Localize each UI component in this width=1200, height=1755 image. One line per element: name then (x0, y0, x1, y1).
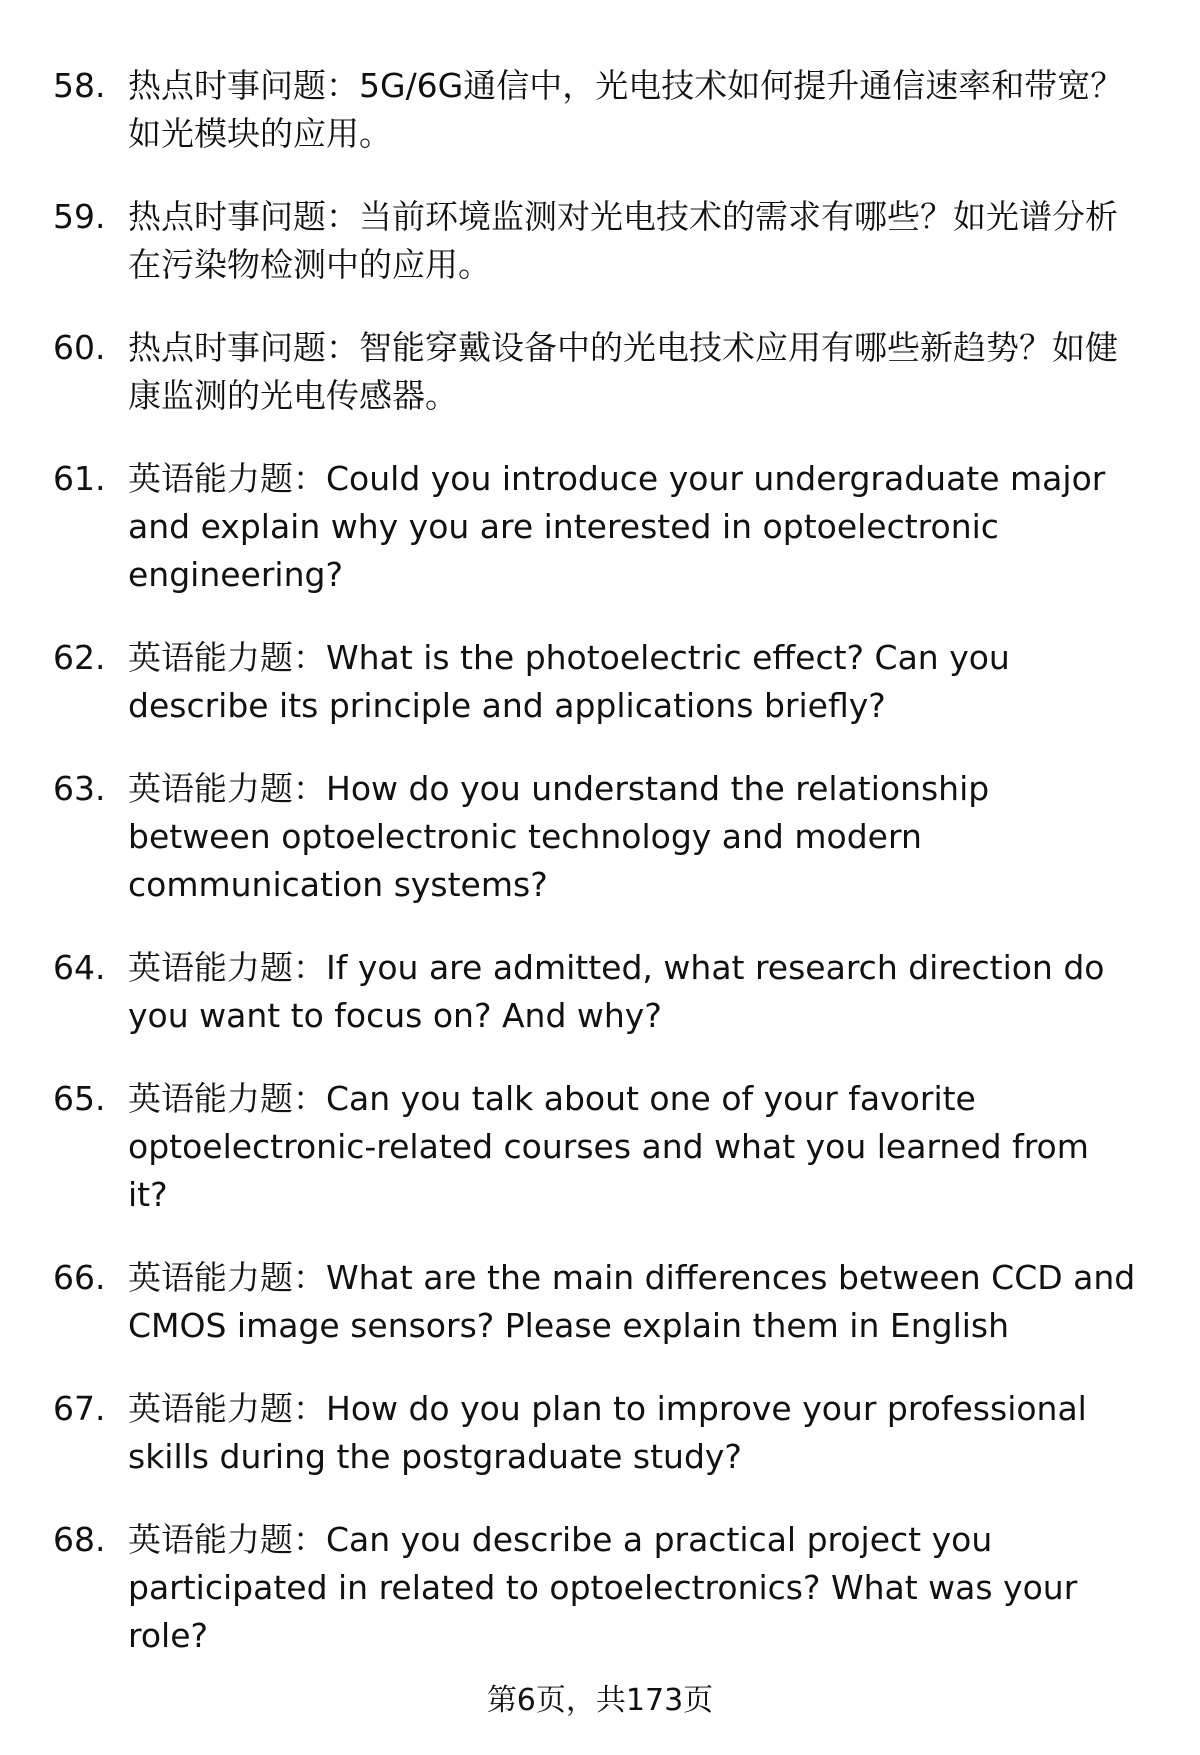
item-number: 62. (53, 638, 106, 677)
list-item (0, 1254, 1200, 1350)
page-footer: 第6页，共173页 (486, 1683, 714, 1718)
item-text: 英语能力题：What are the main differences between CCD and CMOS image sensors? Please explain them in English (128, 1258, 1136, 1345)
item-text: 热点时事问题：当前环境监测对光电技术的需求有哪些？如光谱分析在污染物检测中的应用。 (128, 197, 1118, 284)
list-item (0, 765, 1200, 909)
item-number: 59. (53, 197, 106, 236)
item-text: 英语能力题：How do you plan to improve your professional skills during the postgraduate study? (128, 1389, 1087, 1476)
list-item (0, 193, 1200, 289)
item-text: 英语能力题：If you are admitted, what research direction do you want to focus on? And why? (128, 948, 1105, 1035)
item-text: 英语能力题：Can you talk about one of your favorite optoelectronic-related courses and what you learned from it? (128, 1079, 1089, 1214)
question-list (0, 62, 1200, 1695)
list-item (0, 1075, 1200, 1219)
list-item (0, 324, 1200, 420)
list-item (0, 1516, 1200, 1660)
item-text: 英语能力题：How do you understand the relationship between optoelectronic technology and modern communication systems? (128, 769, 990, 904)
item-number: 68. (53, 1520, 106, 1559)
item-number: 65. (53, 1079, 106, 1118)
list-item (0, 455, 1200, 599)
item-number: 60. (53, 328, 106, 367)
item-text: 英语能力题：Can you describe a practical project you participated in related to optoelectronics? What was your role? (128, 1520, 1078, 1655)
list-item (0, 1385, 1200, 1481)
item-text: 热点时事问题：5G/6G通信中，光电技术如何提升通信速率和带宽？如光模块的应用。 (128, 66, 1124, 153)
item-number: 58. (53, 66, 106, 105)
item-number: 66. (53, 1258, 106, 1297)
list-item (0, 634, 1200, 730)
item-text: 英语能力题：What is the photoelectric effect? Can you describe its principle and applications briefly? (128, 638, 1010, 725)
item-number: 61. (53, 459, 106, 498)
item-number: 67. (53, 1389, 106, 1428)
list-item (0, 62, 1200, 158)
item-text: 英语能力题：Could you introduce your undergraduate major and explain why you are interested in optoelectronic engineering? (128, 459, 1106, 594)
item-number: 64. (53, 948, 106, 987)
list-item (0, 944, 1200, 1040)
item-text: 热点时事问题：智能穿戴设备中的光电技术应用有哪些新趋势？如健康监测的光电传感器。 (128, 328, 1118, 415)
item-number: 63. (53, 769, 106, 808)
